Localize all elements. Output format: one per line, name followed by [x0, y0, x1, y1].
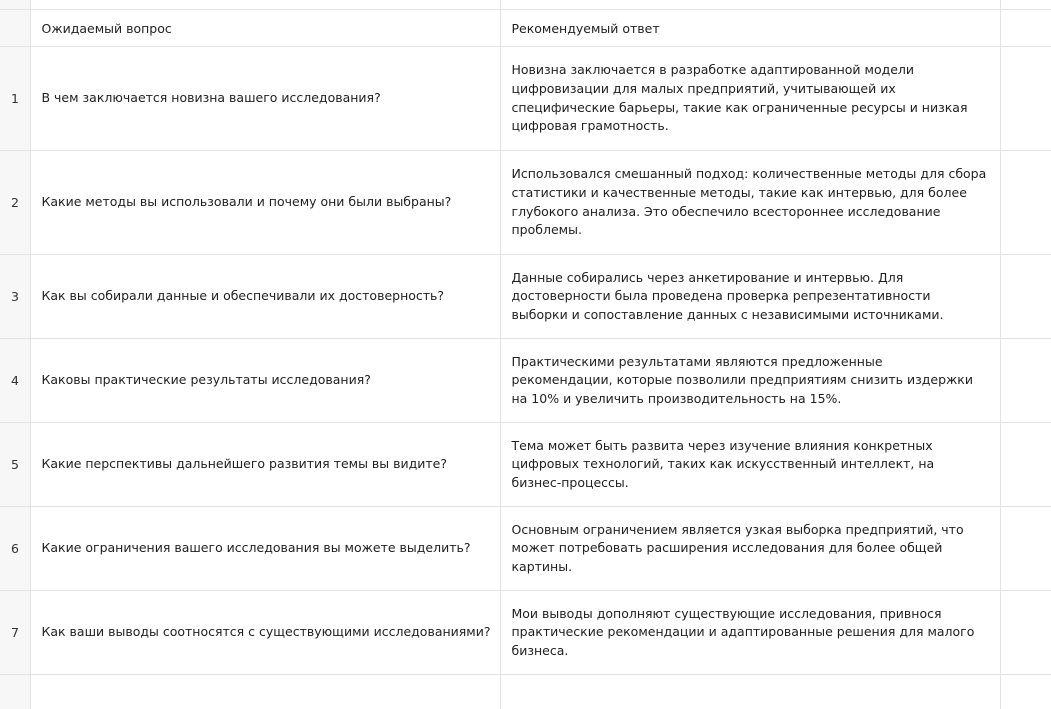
question-cell[interactable]: Какие методы вы использовали и почему они были выбраны? [30, 151, 500, 255]
row-number-label: 2 [0, 195, 30, 210]
extra-cell[interactable] [1000, 47, 1051, 151]
table-row [0, 423, 1051, 507]
row-number[interactable] [0, 423, 30, 507]
question-cell[interactable]: Как ваши выводы соотносятся с существующими исследованиями? [30, 591, 500, 675]
table-row [0, 591, 1051, 675]
row-number-label: 7 [0, 625, 30, 640]
empty-cell[interactable] [500, 675, 1000, 709]
answer-cell[interactable]: Мои выводы дополняют существующие исследования, привнося практические рекомендации и адаптированные решения для малого бизнеса. [500, 591, 1000, 675]
empty-cell[interactable] [0, 675, 30, 709]
answer-cell[interactable]: Практическими результатами являются предложенные рекомендации, которые позволили предприятиям снизить издержки на 10% и увеличить производительность на 15%. [500, 339, 1000, 423]
extra-cell[interactable] [1000, 507, 1051, 591]
extra-cell[interactable] [1000, 591, 1051, 675]
extra-cell[interactable] [1000, 255, 1051, 339]
answer-cell[interactable]: Основным ограничением является узкая выборка предприятий, что может потребовать расширения исследования для более общей картины. [500, 507, 1000, 591]
header-answer[interactable]: Рекомендуемый ответ [500, 10, 1000, 47]
top-edge-cell [500, 0, 1000, 10]
table-row [0, 507, 1051, 591]
header-extra-cell[interactable] [1000, 10, 1051, 47]
row-number[interactable] [0, 47, 30, 151]
header-num-cell [0, 10, 30, 47]
answer-cell[interactable]: Данные собирались через анкетирование и интервью. Для достоверности была проведена проверка репрезентативности выборки и сопоставление данных с независимыми источниками. [500, 255, 1000, 339]
row-number-label: 6 [0, 541, 30, 556]
question-cell[interactable]: Каковы практические результаты исследования? [30, 339, 500, 423]
table-row [0, 255, 1051, 339]
row-number-label: 5 [0, 457, 30, 472]
row-number[interactable] [0, 151, 30, 255]
row-number[interactable] [0, 255, 30, 339]
extra-cell[interactable] [1000, 339, 1051, 423]
extra-cell[interactable] [1000, 423, 1051, 507]
row-number-label: 1 [0, 91, 30, 106]
row-number[interactable] [0, 591, 30, 675]
answer-cell[interactable]: Новизна заключается в разработке адаптированной модели цифровизации для малых предприятий, учитывающей их специфические барьеры, такие как ограниченные ресурсы и низкая цифровая грамотность. [500, 47, 1000, 151]
empty-row [0, 675, 1051, 709]
table-top-edge [0, 0, 1051, 10]
extra-cell[interactable] [1000, 151, 1051, 255]
table-row [0, 151, 1051, 255]
header-question[interactable]: Ожидаемый вопрос [30, 10, 500, 47]
question-cell[interactable]: В чем заключается новизна вашего исследования? [30, 47, 500, 151]
corner-cell [0, 0, 30, 10]
table-row [0, 47, 1051, 151]
row-number[interactable] [0, 339, 30, 423]
empty-cell[interactable] [1000, 675, 1051, 709]
table-row [0, 339, 1051, 423]
header-row [0, 10, 1051, 47]
question-cell[interactable]: Какие перспективы дальнейшего развития темы вы видите? [30, 423, 500, 507]
row-number-label: 3 [0, 289, 30, 304]
top-edge-cell [30, 0, 500, 10]
question-cell[interactable]: Какие ограничения вашего исследования вы можете выделить? [30, 507, 500, 591]
top-edge-cell [1000, 0, 1051, 10]
answer-cell[interactable]: Тема может быть развита через изучение влияния конкретных цифровых технологий, таких как искусственный интеллект, на бизнес-процессы. [500, 423, 1000, 507]
answer-cell[interactable]: Использовался смешанный подход: количественные методы для сбора статистики и качественные методы, такие как интервью, для более глубокого анализа. Это обеспечило всестороннее исследование проблемы. [500, 151, 1000, 255]
empty-cell[interactable] [30, 675, 500, 709]
row-number-label: 4 [0, 373, 30, 388]
row-number[interactable] [0, 507, 30, 591]
question-cell[interactable]: Как вы собирали данные и обеспечивали их достоверность? [30, 255, 500, 339]
